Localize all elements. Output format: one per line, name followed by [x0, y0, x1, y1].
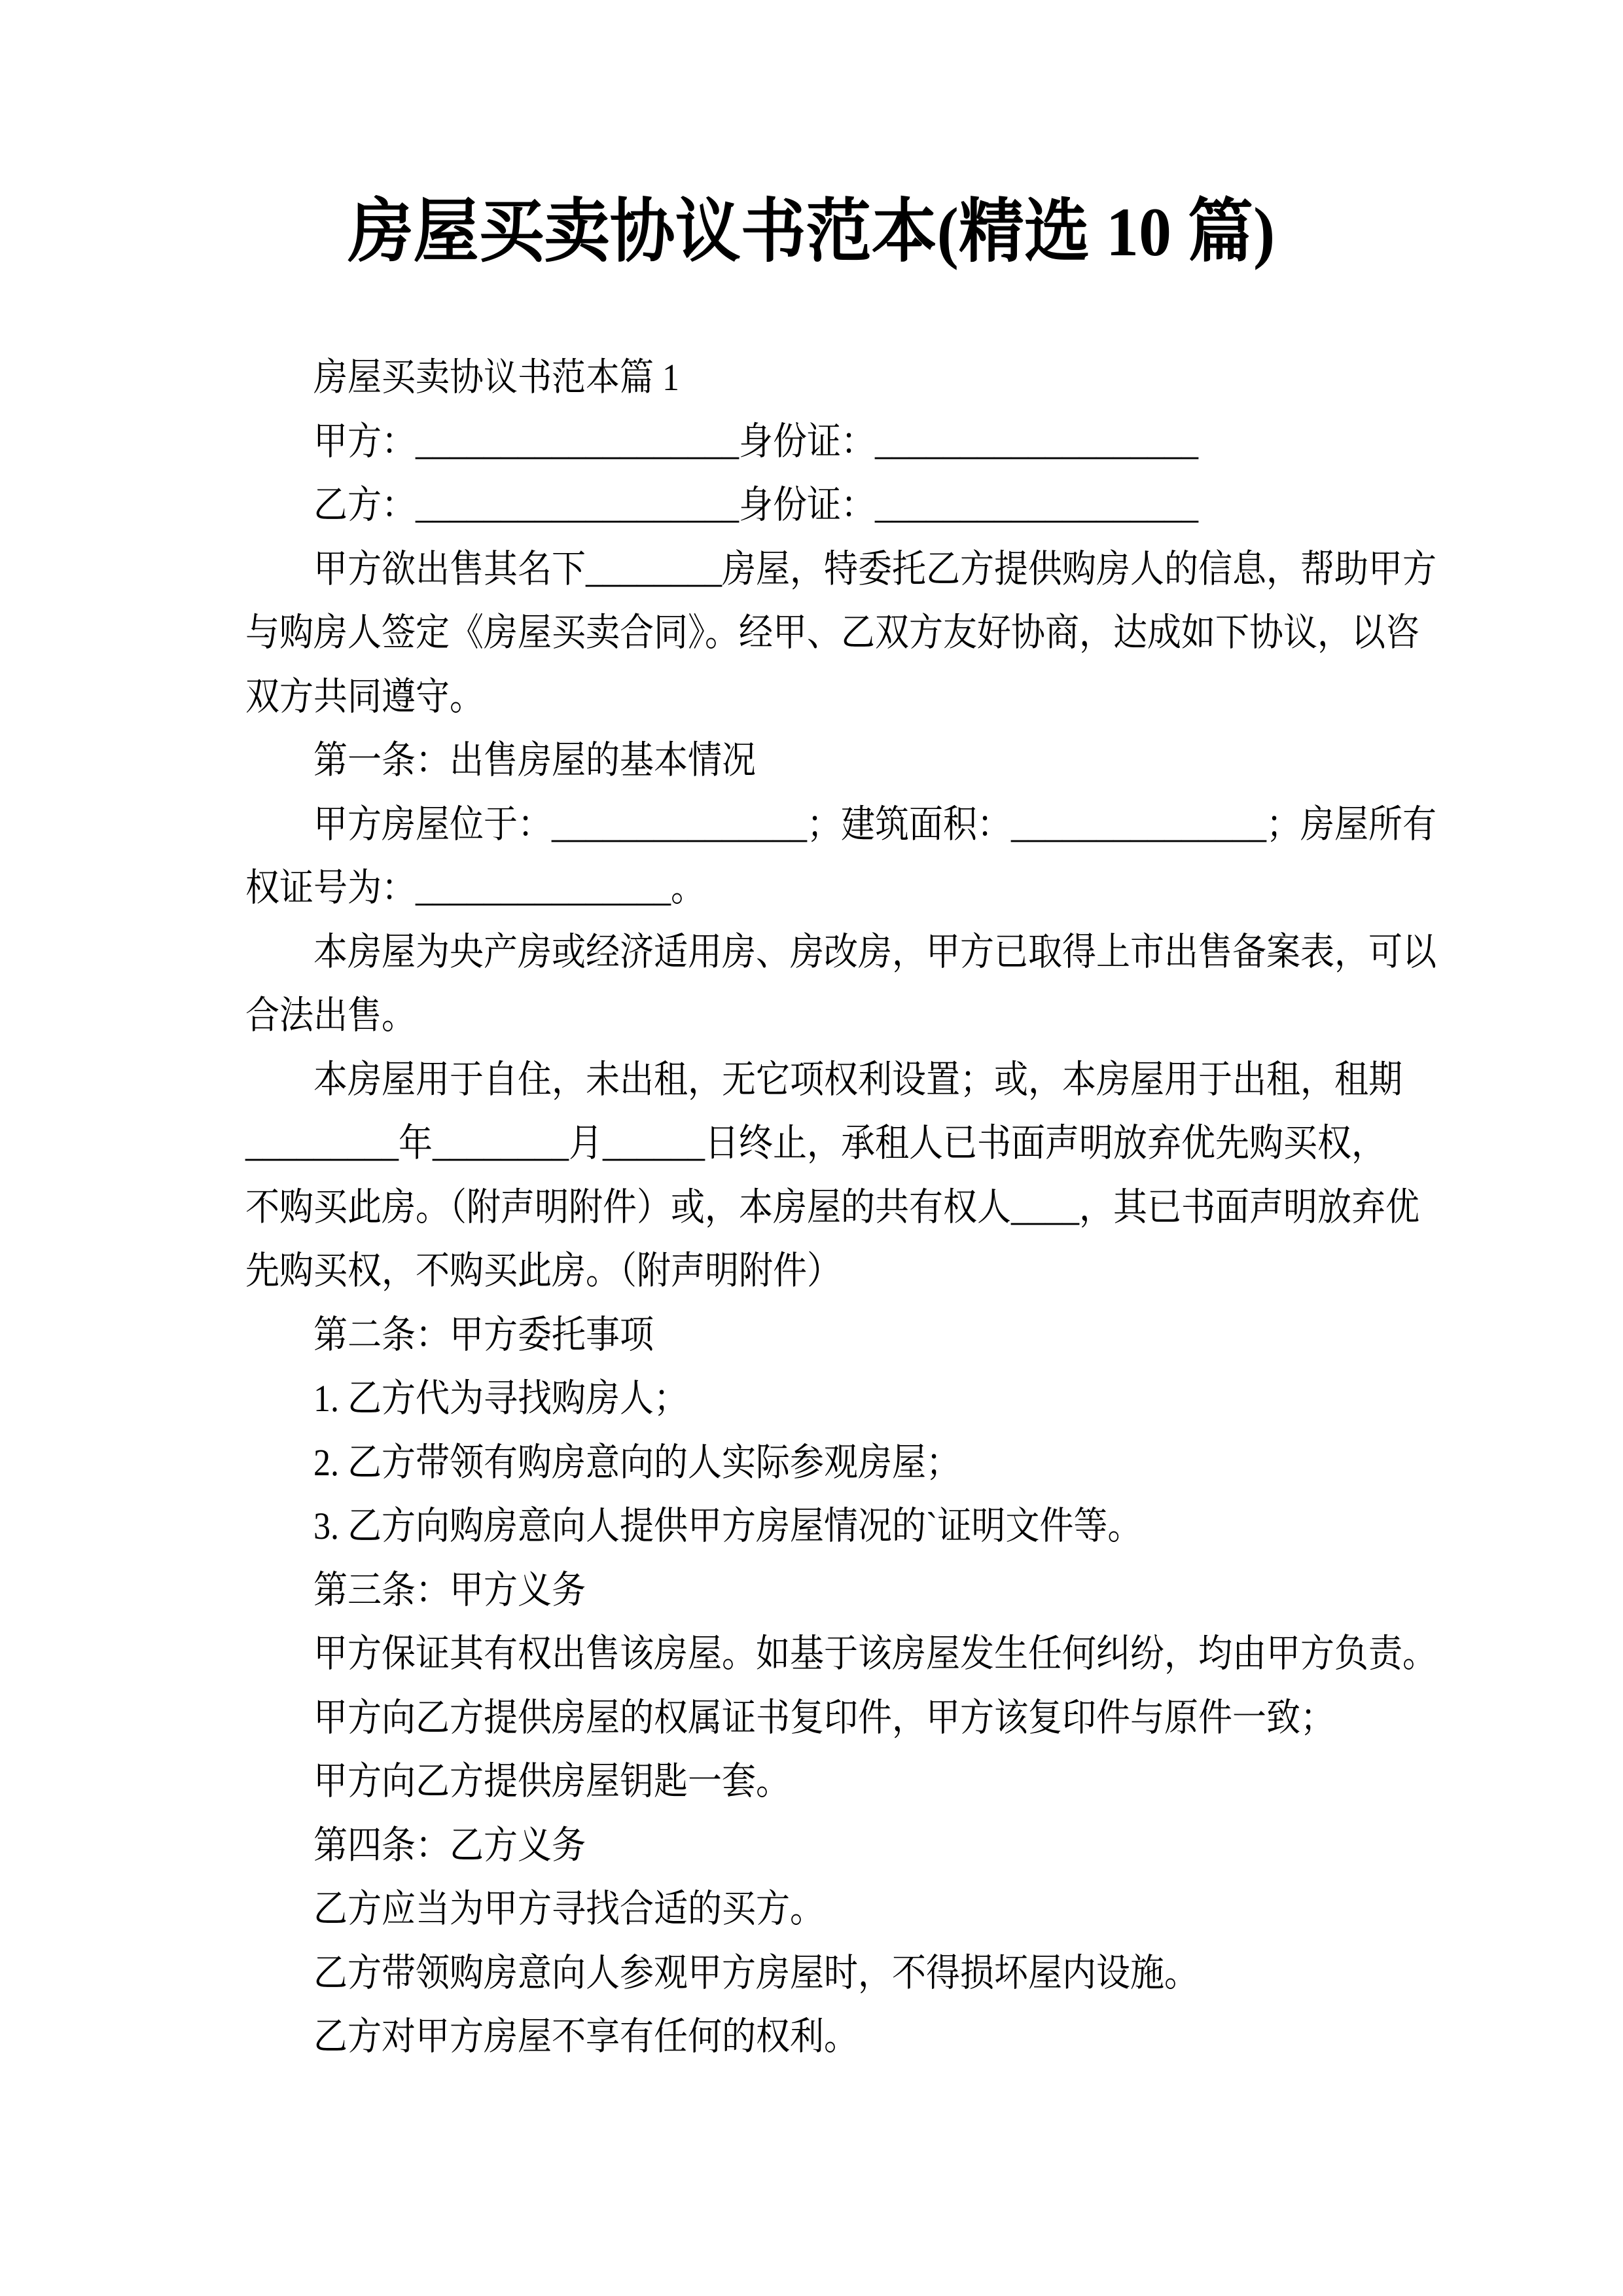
document-line: 甲方向乙方提供房屋钥匙一套。 — [313, 1761, 791, 1803]
document-line: 本房屋用于自住，未出租，无它项权利设置；或，本房屋用于出租，租期 — [313, 1059, 1403, 1101]
document-line: 甲方保证其有权出售该房屋。如基于该房屋发生任何纠纷，均由甲方负责。 — [313, 1633, 1437, 1676]
document-line: 第四条：乙方义务 — [313, 1825, 586, 1867]
document-body — [245, 346, 1623, 2070]
document-line: 乙方应当为甲方寻找合适的买方。 — [313, 1888, 825, 1931]
document-line: 不购买此房。（附声明附件）或，本房屋的共有权人____，其已书面声明放弃优 — [245, 1187, 1420, 1229]
document-line: 第二条：甲方委托事项 — [313, 1314, 654, 1356]
document-line: 权证号为：_______________。 — [245, 867, 705, 910]
document-line: 3. 乙方向购房意向人提供甲方房屋情况的`证明文件等。 — [313, 1505, 1142, 1548]
document-line: 本房屋为央产房或经济适用房、房改房，甲方已取得上市出售备案表，可以 — [313, 931, 1437, 973]
document-title: 房屋买卖协议书范本(精选 10 篇) — [348, 193, 1275, 271]
document-line: 双方共同遵守。 — [245, 676, 484, 718]
document-line: 甲方房屋位于：_______________；建筑面积：_______________；房屋所有 — [313, 804, 1437, 846]
document-line: 乙方带领购房意向人参观甲方房屋时，不得损坏屋内设施。 — [313, 1952, 1199, 1994]
document-line: 乙方对甲方房屋不享有任何的权利。 — [313, 2016, 859, 2058]
document-line: 先购买权，不购买此房。（附声明附件） — [245, 1250, 842, 1293]
document-line: 2. 乙方带领有购房意向的人实际参观房屋； — [313, 1442, 961, 1484]
document-line: 1. 乙方代为寻找购房人； — [313, 1378, 688, 1420]
document-line: 与购房人签定《房屋买卖合同》。经甲、乙双方友好协商，达成如下协议，以咨 — [245, 612, 1420, 655]
document-line: 甲方：___________________身份证：___________________ — [313, 421, 1199, 463]
document-line: _________年________月______日终止，承租人已书面声明放弃优先购买权， — [245, 1122, 1386, 1165]
document-line: 甲方欲出售其名下________房屋，特委托乙方提供购房人的信息，帮助甲方 — [313, 548, 1437, 590]
document-line: 第一条：出售房屋的基本情况 — [313, 740, 757, 782]
document-line: 乙方：___________________身份证：___________________ — [313, 484, 1199, 527]
document-line: 甲方向乙方提供房屋的权属证书复印件，甲方该复印件与原件一致； — [313, 1697, 1335, 1739]
document-line: 房屋买卖协议书范本篇 1 — [313, 357, 680, 399]
document-line: 合法出售。 — [245, 995, 416, 1037]
document-line: 第三条：甲方义务 — [313, 1570, 586, 1611]
